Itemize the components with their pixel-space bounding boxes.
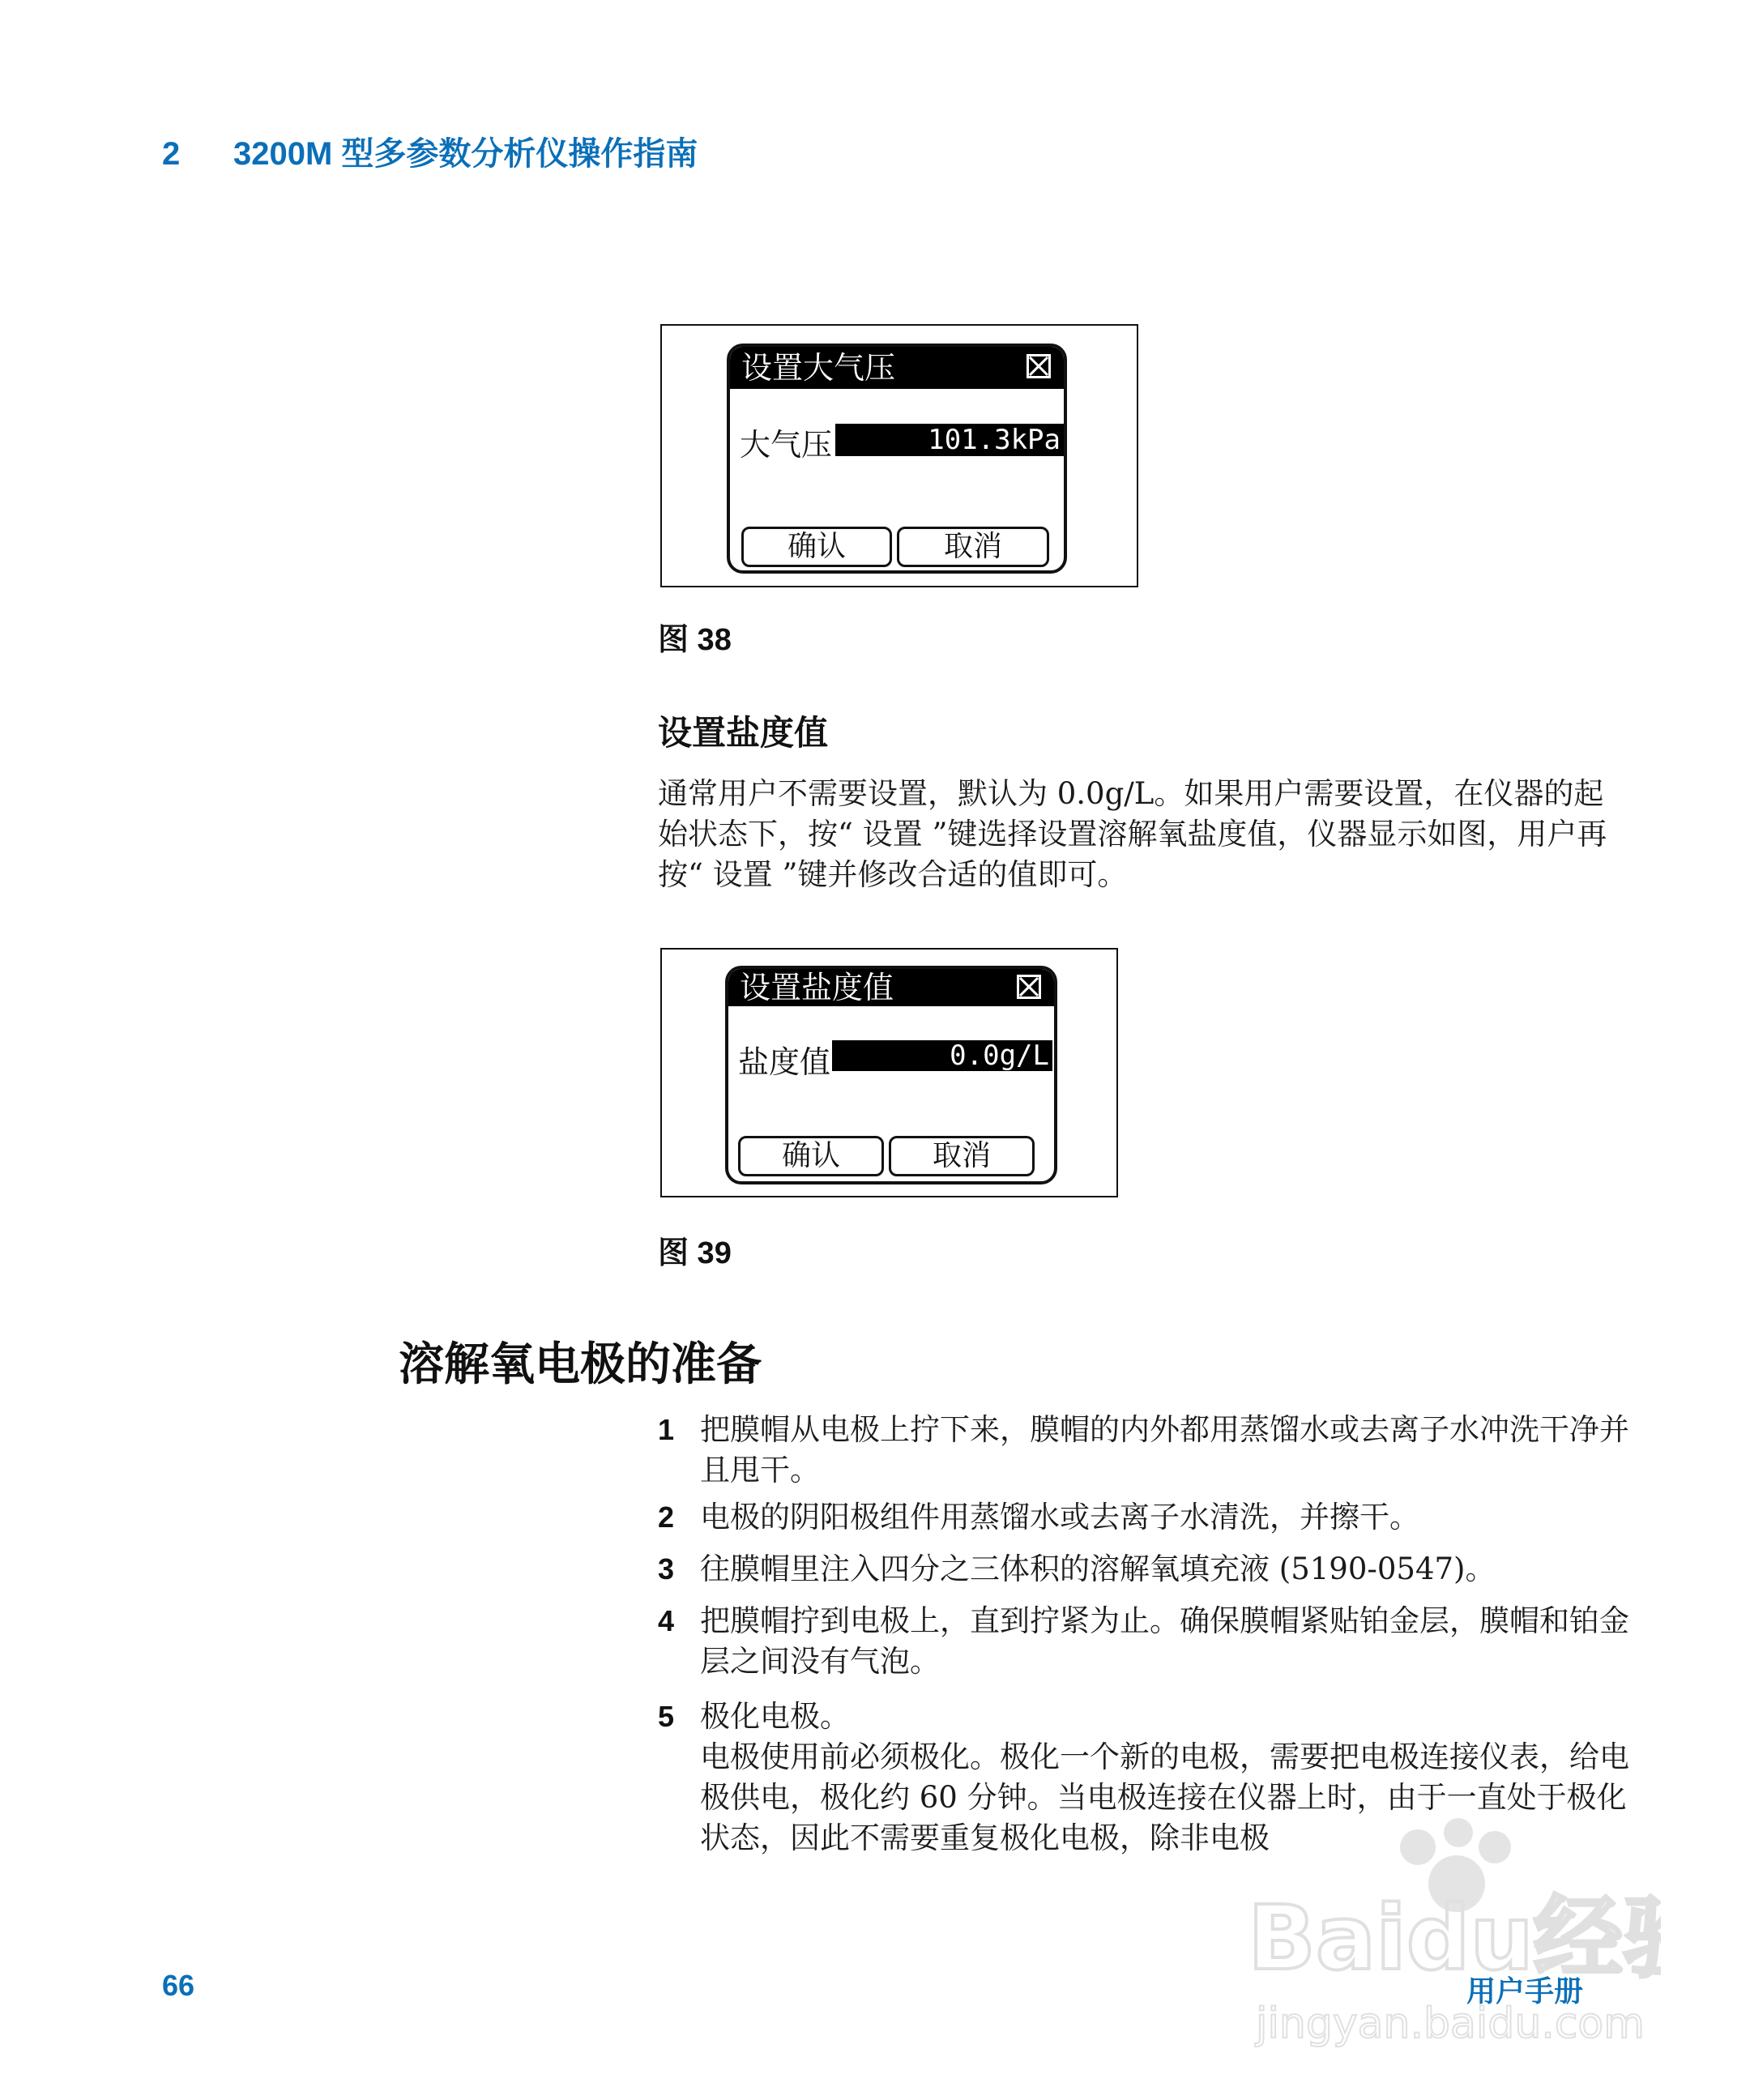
dialog-title-bar	[730, 347, 1064, 389]
close-icon[interactable]	[1027, 354, 1051, 378]
salinity-heading: 设置盐度值	[658, 713, 829, 753]
pressure-dialog	[727, 344, 1067, 574]
section-title: 溶解氧电极的准备	[399, 1338, 762, 1391]
step-text: 电极的阴阳极组件用蒸馏水或去离子水清洗，并擦干。	[700, 1500, 1419, 1534]
salinity-paragraph: 通常用户不需要设置，默认为 0.0g/L。如果用户需要设置，在仪器的起始状态下，按“ 设置 ”键选择设置溶解氧盐度值，仪器显示如图，用户再按“ 设置 ”键并修改合适的值即可。	[658, 776, 1607, 892]
step-text: 往膜帽里注入四分之三体积的溶解氧填充液 (5190-0547)。	[700, 1552, 1496, 1586]
watermark-logo: Baidu经	[1248, 1886, 1623, 1990]
cancel-button[interactable]: 取消	[897, 527, 1049, 567]
salinity-dialog	[725, 966, 1057, 1184]
figure-38-caption: 图 38	[658, 623, 732, 657]
dialog-title: 设置大气压	[741, 350, 896, 386]
page-number: 66	[162, 1969, 195, 2002]
figure-39-screenshot	[660, 948, 1118, 1197]
step-number: 1	[658, 1413, 675, 1446]
salinity-label: 盐度值	[738, 1044, 831, 1080]
baidu-watermark	[1240, 1815, 1661, 2061]
step-text: 把膜帽拧到电极上，直到拧紧为止。确保膜帽紧贴铂金层，膜帽和铂金层之间没有气泡。	[700, 1603, 1629, 1679]
step-number: 4	[658, 1604, 675, 1637]
running-header	[162, 128, 698, 174]
step-number: 3	[658, 1552, 675, 1586]
step-number: 2	[658, 1500, 675, 1534]
step-text: 极化电极。	[700, 1699, 850, 1734]
figure-38-screenshot	[660, 324, 1138, 587]
step-5-detail: 电极使用前必须极化。极化一个新的电极，需要把电极连接仪表，给电极供电，极化约 60 分钟。当电极连接在仪器上时，由于一直处于极化状态，因此不需要重复极化电极，除非电极	[700, 1739, 1629, 1855]
step-text: 把膜帽从电极上拧下来，膜帽的内外都用蒸馏水或去离子水冲洗干净并且甩干。	[700, 1412, 1629, 1488]
manual-name: 用户手册	[1466, 1975, 1584, 2008]
step-number: 5	[658, 1700, 675, 1733]
salinity-value-field[interactable]: 0.0g/L	[832, 1040, 1052, 1071]
pressure-label: 大气压	[740, 427, 833, 463]
dialog-title: 设置盐度值	[740, 970, 894, 1005]
watermark-url: jingyan.baidu.com	[1256, 2000, 1645, 2048]
dialog-title-bar	[728, 969, 1054, 1006]
pressure-value-field[interactable]: 101.3kPa	[835, 424, 1064, 456]
close-icon[interactable]	[1017, 975, 1041, 999]
cancel-button[interactable]: 取消	[889, 1136, 1035, 1176]
figure-39-caption: 图 39	[658, 1236, 732, 1270]
confirm-button[interactable]: 确认	[738, 1136, 884, 1176]
confirm-button[interactable]: 确认	[741, 527, 892, 567]
chapter-title: 3200M 型多参数分析仪操作指南	[233, 136, 698, 172]
chapter-number: 2	[162, 136, 181, 172]
